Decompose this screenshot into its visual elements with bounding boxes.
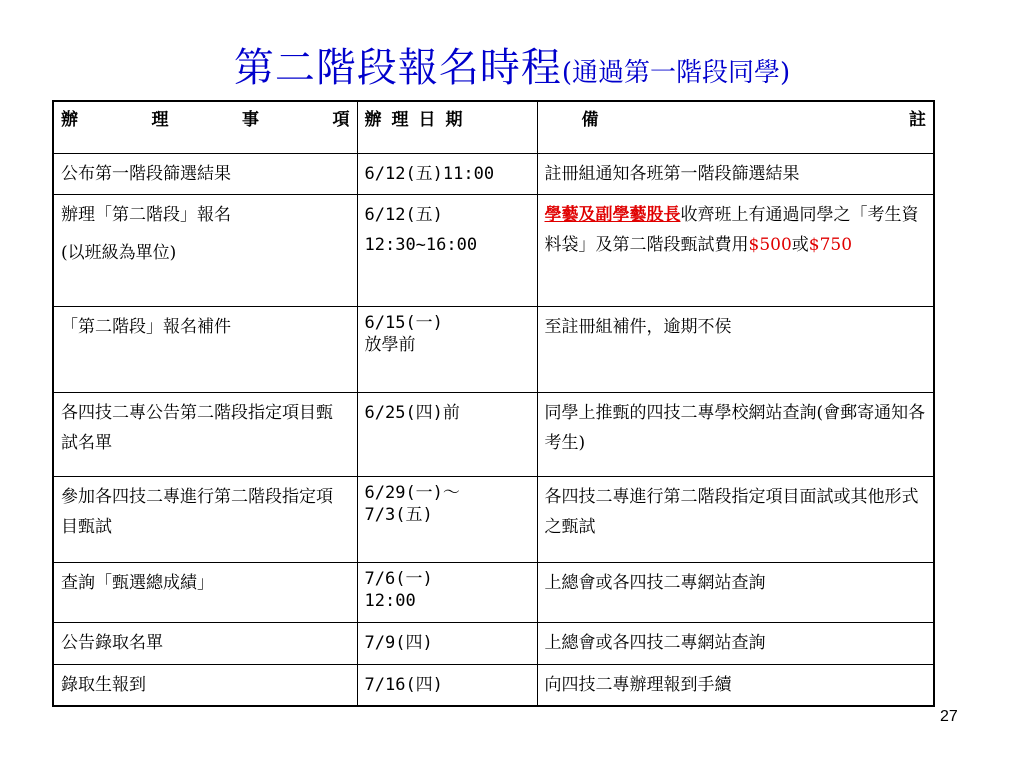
row-date-line: 12:30~16:00 — [364, 234, 478, 255]
row-item — [53, 194, 357, 306]
table-row — [53, 306, 934, 392]
header-item: 辦理事項 — [53, 101, 357, 153]
note-highlight: 學藝及副學藝股長 — [544, 204, 681, 225]
row-date — [357, 476, 537, 562]
row-note: 同學上推甄的四技二專學校網站查詢(會郵寄通知各考生) — [537, 392, 934, 476]
row-note: 向四技二專辦理報到手續 — [537, 664, 934, 706]
slide-title — [0, 36, 1024, 93]
table-row — [53, 392, 934, 476]
slide-title-sub: (通過第一階段同學) — [561, 58, 791, 88]
table-row — [53, 476, 934, 562]
row-item: 公告錄取名單 — [53, 622, 357, 664]
row-note: 註冊組通知各班第一階段篩選結果 — [537, 153, 934, 194]
row-note: 上總會或各四技二專網站查詢 — [537, 562, 934, 622]
note-price-500: $500 — [748, 234, 792, 255]
table-header-row — [53, 101, 934, 153]
row-date — [357, 306, 537, 392]
header-note — [537, 101, 934, 153]
table-row — [53, 622, 934, 664]
row-date: 7/9(四) — [357, 622, 537, 664]
row-item: 查詢「甄選總成績」 — [53, 562, 357, 622]
row-item: 參加各四技二專進行第二階段指定項目甄試 — [53, 476, 357, 562]
row-date: 6/12(五)11:00 — [357, 153, 537, 194]
row-date — [357, 562, 537, 622]
note-price-750: $750 — [808, 234, 853, 255]
row-date-line: 6/29(一)～ — [364, 482, 460, 503]
row-date-line: 6/12(五) — [364, 204, 443, 225]
row-date — [357, 194, 537, 306]
row-note — [537, 194, 934, 306]
header-date: 辦理日期 — [357, 101, 537, 153]
row-note: 各四技二專進行第二階段指定項目面試或其他形式之甄試 — [537, 476, 934, 562]
row-date: 7/16(四) — [357, 664, 537, 706]
row-note: 上總會或各四技二專網站查詢 — [537, 622, 934, 664]
header-note-right: 註 — [909, 110, 926, 130]
slide-title-main: 第二階段報名時程 — [233, 45, 562, 91]
row-item: 「第二階段」報名補件 — [53, 306, 357, 392]
row-date: 6/25(四)前 — [357, 392, 537, 476]
note-or: 或 — [791, 234, 809, 255]
row-item: 錄取生報到 — [53, 664, 357, 706]
header-note-left: 備 — [581, 110, 599, 130]
row-date-line: 12:00 — [364, 590, 416, 611]
row-item-line: 辦理「第二階段」報名 — [61, 204, 231, 225]
row-item-line: (以班級為單位) — [61, 242, 177, 263]
row-date-line: 6/15(一) — [364, 312, 443, 333]
table-row — [53, 664, 934, 706]
row-date-line: 7/3(五) — [364, 504, 433, 525]
table-row — [53, 194, 934, 306]
note-text: 收齊班上有通過同學之「考生資料袋」及第二階段甄試費用 — [544, 204, 919, 255]
row-date-line: 放學前 — [364, 334, 416, 355]
row-item: 各四技二專公告第二階段指定項目甄試名單 — [53, 392, 357, 476]
schedule-table — [52, 100, 935, 707]
page-number: 27 — [940, 708, 958, 725]
row-item: 公布第一階段篩選結果 — [53, 153, 357, 194]
row-note: 至註冊組補件，逾期不侯 — [537, 306, 934, 392]
table-row — [53, 153, 934, 194]
table-row — [53, 562, 934, 622]
row-date-line: 7/6(一) — [364, 568, 433, 589]
